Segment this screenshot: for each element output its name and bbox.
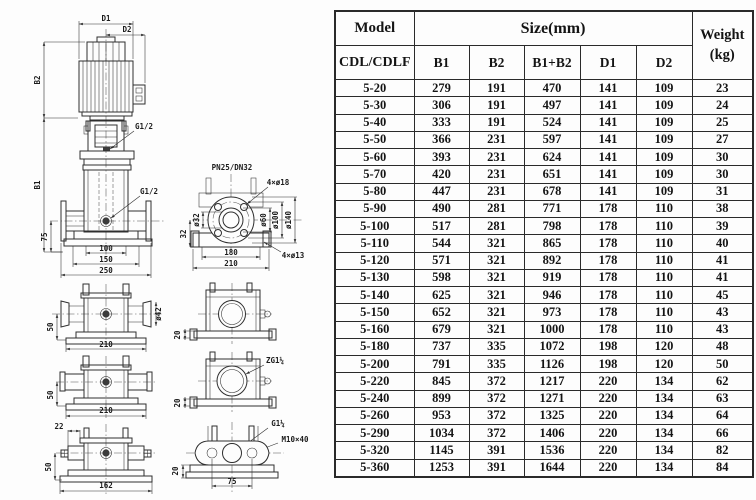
table-row	[335, 80, 753, 97]
label-flange-bolts: 4×ø18	[266, 178, 290, 187]
header-model: Model	[335, 11, 414, 46]
value-cell: 1271	[524, 390, 580, 407]
label-tc-75: 75	[227, 477, 237, 486]
header-model-sub: CDL/CDLF	[335, 46, 414, 80]
value-cell: 231	[469, 183, 524, 200]
value-cell: 393	[414, 149, 469, 166]
label-v1-50: 50	[46, 322, 55, 332]
value-cell: 109	[636, 80, 692, 97]
value-cell: 798	[524, 218, 580, 235]
flange-top-view	[179, 163, 305, 271]
value-cell: 737	[414, 338, 469, 355]
value-cell: 38	[692, 200, 753, 217]
value-cell: 865	[524, 235, 580, 252]
value-cell: 141	[580, 183, 636, 200]
table-row	[335, 200, 753, 217]
value-cell: 372	[469, 425, 524, 442]
value-cell: 178	[580, 287, 636, 304]
table-row	[335, 407, 753, 424]
value-cell: 335	[469, 356, 524, 373]
value-cell: 64	[692, 407, 753, 424]
value-cell: 110	[636, 200, 692, 217]
model-cell: 5-320	[335, 442, 414, 459]
value-cell: 141	[580, 114, 636, 131]
value-cell: 66	[692, 425, 753, 442]
value-cell: 178	[580, 218, 636, 235]
value-cell: 1325	[524, 407, 580, 424]
model-cell: 5-20	[335, 80, 414, 97]
value-cell: 1000	[524, 321, 580, 338]
value-cell: 306	[414, 97, 469, 114]
value-cell: 678	[524, 183, 580, 200]
value-cell: 45	[692, 287, 753, 304]
label-dim-75: 75	[40, 232, 49, 242]
value-cell: 1217	[524, 373, 580, 390]
label-v1-dia42: ø42	[154, 307, 163, 321]
value-cell: 791	[414, 356, 469, 373]
label-dim-250: 250	[99, 266, 113, 275]
label-v3-22: 22	[54, 422, 64, 431]
value-cell: 281	[469, 200, 524, 217]
value-cell: 110	[636, 304, 692, 321]
label-d1: D1	[101, 14, 111, 23]
value-cell: 62	[692, 373, 753, 390]
value-cell: 63	[692, 390, 753, 407]
table-row	[335, 356, 753, 373]
value-cell: 82	[692, 442, 753, 459]
model-cell: 5-140	[335, 287, 414, 304]
value-cell: 84	[692, 459, 753, 477]
model-cell: 5-30	[335, 97, 414, 114]
label-v1-210: 210	[99, 340, 113, 349]
value-cell: 30	[692, 166, 753, 183]
value-cell: 919	[524, 269, 580, 286]
value-cell: 134	[636, 373, 692, 390]
dimension-table-pane	[334, 10, 753, 478]
model-cell: 5-150	[335, 304, 414, 321]
drawing-svg	[0, 0, 334, 500]
port-top-view-a	[173, 283, 276, 344]
value-cell: 120	[636, 338, 692, 355]
value-cell: 231	[469, 149, 524, 166]
table-row	[335, 442, 753, 459]
spec-table	[334, 10, 754, 478]
model-cell: 5-110	[335, 235, 414, 252]
value-cell: 39	[692, 218, 753, 235]
value-cell: 321	[469, 304, 524, 321]
value-cell: 1034	[414, 425, 469, 442]
value-cell: 625	[414, 287, 469, 304]
value-cell: 141	[580, 131, 636, 148]
value-cell: 1406	[524, 425, 580, 442]
table-row	[335, 114, 753, 131]
label-b2: B2	[33, 75, 42, 85]
value-cell: 220	[580, 442, 636, 459]
value-cell: 24	[692, 97, 753, 114]
model-cell: 5-240	[335, 390, 414, 407]
value-cell: 279	[414, 80, 469, 97]
header-col-b1b2: B1+B2	[524, 46, 580, 80]
value-cell: 447	[414, 183, 469, 200]
header-row-2	[335, 46, 753, 80]
header-weight-line2: (kg)	[709, 46, 735, 63]
label-v3-50: 50	[44, 462, 53, 472]
label-dim-32: 32	[179, 229, 188, 239]
value-cell: 652	[414, 304, 469, 321]
value-cell: 109	[636, 97, 692, 114]
label-tc-thread: G1¼	[271, 419, 285, 428]
table-row	[335, 373, 753, 390]
header-col-d2: D2	[636, 46, 692, 80]
value-cell: 679	[414, 321, 469, 338]
value-cell: 120	[636, 356, 692, 373]
header-col-d1: D1	[580, 46, 636, 80]
value-cell: 141	[580, 97, 636, 114]
value-cell: 321	[469, 235, 524, 252]
model-cell: 5-70	[335, 166, 414, 183]
port-top-view-b	[173, 352, 285, 412]
value-cell: 110	[636, 218, 692, 235]
value-cell: 321	[469, 252, 524, 269]
value-cell: 892	[524, 252, 580, 269]
value-cell: 321	[469, 321, 524, 338]
value-cell: 335	[469, 338, 524, 355]
table-row	[335, 321, 753, 338]
value-cell: 41	[692, 269, 753, 286]
value-cell: 141	[580, 80, 636, 97]
value-cell: 1072	[524, 338, 580, 355]
value-cell: 43	[692, 321, 753, 338]
value-cell: 191	[469, 97, 524, 114]
label-dim-150: 150	[99, 255, 113, 264]
value-cell: 391	[469, 459, 524, 477]
value-cell: 41	[692, 252, 753, 269]
model-cell: 5-160	[335, 321, 414, 338]
header-weight	[692, 11, 753, 80]
value-cell: 109	[636, 131, 692, 148]
model-cell: 5-260	[335, 407, 414, 424]
value-cell: 134	[636, 407, 692, 424]
value-cell: 231	[469, 166, 524, 183]
support-view-2	[46, 356, 156, 419]
label-d2: D2	[122, 25, 132, 34]
value-cell: 109	[636, 149, 692, 166]
value-cell: 25	[692, 114, 753, 131]
value-cell: 321	[469, 269, 524, 286]
model-cell: 5-200	[335, 356, 414, 373]
value-cell: 1253	[414, 459, 469, 477]
value-cell: 220	[580, 373, 636, 390]
value-cell: 1644	[524, 459, 580, 477]
label-dia-32: ø32	[192, 213, 201, 227]
value-cell: 27	[692, 131, 753, 148]
model-cell: 5-50	[335, 131, 414, 148]
model-cell: 5-100	[335, 218, 414, 235]
value-cell: 372	[469, 373, 524, 390]
label-dim-180: 180	[224, 248, 238, 257]
header-col-b2: B2	[469, 46, 524, 80]
table-row	[335, 97, 753, 114]
value-cell: 31	[692, 183, 753, 200]
value-cell: 231	[469, 131, 524, 148]
value-cell: 30	[692, 149, 753, 166]
label-tb-20: 20	[173, 398, 182, 408]
value-cell: 391	[469, 442, 524, 459]
value-cell: 946	[524, 287, 580, 304]
value-cell: 48	[692, 338, 753, 355]
table-row	[335, 235, 753, 252]
value-cell: 178	[580, 304, 636, 321]
label-flange-title: PN25/DN32	[211, 163, 253, 172]
value-cell: 517	[414, 218, 469, 235]
value-cell: 1145	[414, 442, 469, 459]
table-row	[335, 269, 753, 286]
label-v3-162: 162	[99, 481, 113, 490]
value-cell: 220	[580, 390, 636, 407]
table-row	[335, 218, 753, 235]
label-flange-210: 210	[224, 259, 238, 268]
support-view-1	[46, 284, 163, 352]
label-tc-20: 20	[171, 466, 180, 476]
header-row-1	[335, 11, 753, 46]
value-cell: 899	[414, 390, 469, 407]
value-cell: 178	[580, 235, 636, 252]
value-cell: 372	[469, 407, 524, 424]
table-row	[335, 338, 753, 355]
value-cell: 191	[469, 80, 524, 97]
value-cell: 220	[580, 459, 636, 477]
table-row	[335, 149, 753, 166]
value-cell: 771	[524, 200, 580, 217]
value-cell: 110	[636, 235, 692, 252]
model-cell: 5-60	[335, 149, 414, 166]
main-elevation-view	[33, 14, 164, 278]
value-cell: 134	[636, 442, 692, 459]
value-cell: 366	[414, 131, 469, 148]
value-cell: 321	[469, 287, 524, 304]
value-cell: 109	[636, 166, 692, 183]
value-cell: 420	[414, 166, 469, 183]
label-b1: B1	[33, 180, 42, 190]
table-row	[335, 183, 753, 200]
value-cell: 845	[414, 373, 469, 390]
value-cell: 1126	[524, 356, 580, 373]
table-row	[335, 166, 753, 183]
table-row	[335, 304, 753, 321]
label-v2-210: 210	[99, 406, 113, 415]
value-cell: 651	[524, 166, 580, 183]
model-cell: 5-220	[335, 373, 414, 390]
support-view-3	[44, 422, 156, 494]
label-v2-50: 50	[46, 390, 55, 400]
value-cell: 141	[580, 166, 636, 183]
label-g12-head: G1/2	[134, 122, 154, 131]
value-cell: 597	[524, 131, 580, 148]
model-cell: 5-40	[335, 114, 414, 131]
value-cell: 191	[469, 114, 524, 131]
model-cell: 5-80	[335, 183, 414, 200]
value-cell: 333	[414, 114, 469, 131]
value-cell: 134	[636, 425, 692, 442]
value-cell: 134	[636, 459, 692, 477]
model-cell: 5-180	[335, 338, 414, 355]
value-cell: 109	[636, 114, 692, 131]
value-cell: 110	[636, 269, 692, 286]
value-cell: 598	[414, 269, 469, 286]
model-cell: 5-130	[335, 269, 414, 286]
label-tc-bolt: M10×40	[281, 435, 309, 444]
value-cell: 524	[524, 114, 580, 131]
value-cell: 40	[692, 235, 753, 252]
value-cell: 110	[636, 287, 692, 304]
label-ta-20: 20	[173, 330, 182, 340]
label-dia-60: ø60	[259, 213, 268, 227]
value-cell: 220	[580, 407, 636, 424]
label-dia-140: ø140	[284, 210, 293, 230]
value-cell: 624	[524, 149, 580, 166]
motor-junction-box	[133, 85, 145, 104]
model-cell: 5-290	[335, 425, 414, 442]
table-row	[335, 252, 753, 269]
value-cell: 110	[636, 321, 692, 338]
label-g12-drain: G1/2	[139, 187, 159, 196]
label-tb-thread: ZG1¼	[265, 356, 285, 365]
table-row	[335, 390, 753, 407]
value-cell: 544	[414, 235, 469, 252]
value-cell: 571	[414, 252, 469, 269]
value-cell: 497	[524, 97, 580, 114]
value-cell: 953	[414, 407, 469, 424]
model-cell: 5-90	[335, 200, 414, 217]
spec-table-body	[335, 80, 753, 478]
table-row	[335, 425, 753, 442]
value-cell: 141	[580, 149, 636, 166]
value-cell: 281	[469, 218, 524, 235]
value-cell: 973	[524, 304, 580, 321]
table-row	[335, 131, 753, 148]
value-cell: 110	[636, 252, 692, 269]
label-base-bolts: 4×ø13	[281, 251, 305, 260]
model-cell: 5-120	[335, 252, 414, 269]
label-dim-100: 100	[99, 244, 113, 253]
value-cell: 178	[580, 321, 636, 338]
pump-technical-drawing	[0, 0, 334, 500]
value-cell: 23	[692, 80, 753, 97]
header-weight-line1: Weight	[700, 26, 745, 43]
value-cell: 1536	[524, 442, 580, 459]
model-cell: 5-360	[335, 459, 414, 477]
table-row	[335, 459, 753, 477]
value-cell: 198	[580, 356, 636, 373]
oval-flange-view-c	[171, 419, 309, 492]
value-cell: 470	[524, 80, 580, 97]
value-cell: 490	[414, 200, 469, 217]
value-cell: 178	[580, 269, 636, 286]
value-cell: 220	[580, 425, 636, 442]
value-cell: 43	[692, 304, 753, 321]
value-cell: 50	[692, 356, 753, 373]
label-dia-100: ø100	[271, 210, 280, 230]
table-row	[335, 287, 753, 304]
value-cell: 178	[580, 252, 636, 269]
value-cell: 109	[636, 183, 692, 200]
value-cell: 134	[636, 390, 692, 407]
header-size: Size(mm)	[414, 11, 692, 46]
header-col-b1: B1	[414, 46, 469, 80]
value-cell: 372	[469, 390, 524, 407]
value-cell: 178	[580, 200, 636, 217]
value-cell: 198	[580, 338, 636, 355]
